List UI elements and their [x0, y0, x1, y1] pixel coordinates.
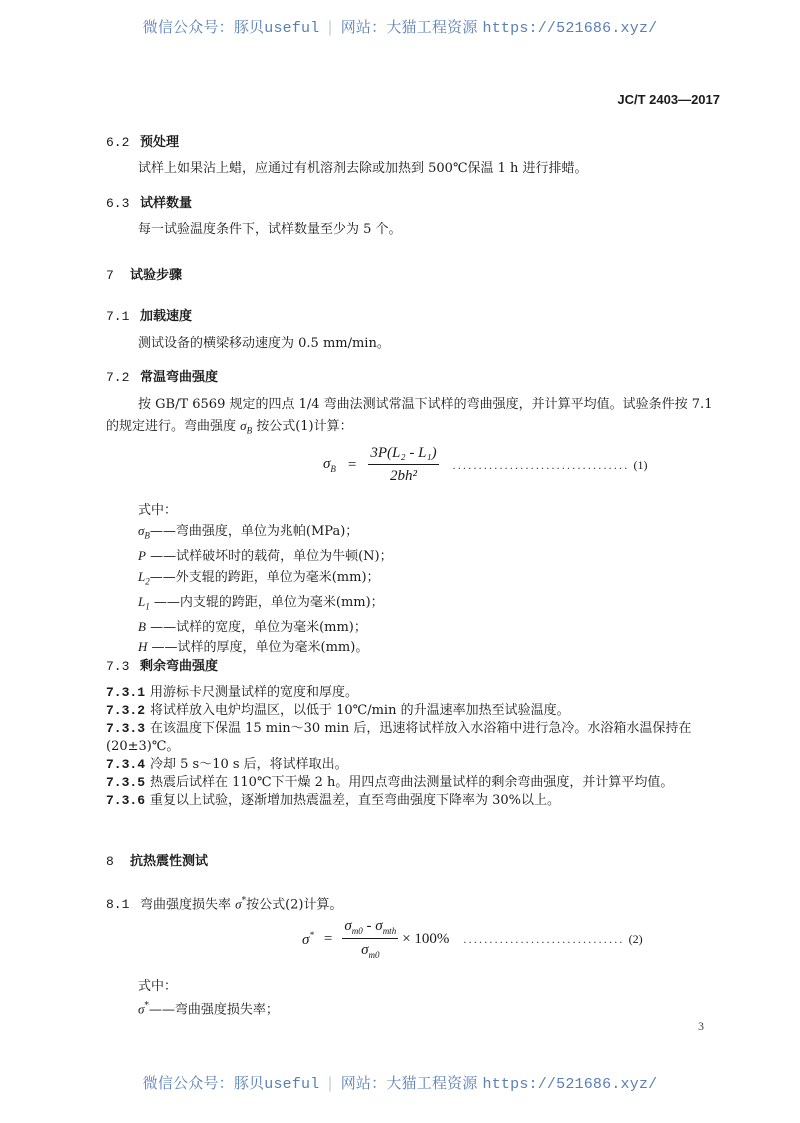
numerator: 3P(L₂ - L₁)	[368, 445, 438, 465]
watermark-site-label: 网站：大猫工程资源	[340, 1074, 483, 1092]
paragraph-7-2-line1: 按 GB/T 6569 规定的四点 1/4 弯曲法测试常温下试样的弯曲强度，并计算平均值。试验条件按 7.1	[138, 397, 713, 412]
where-item: B ——试样的宽度，单位为毫米(mm)；	[138, 618, 367, 635]
formula-label: (2)	[628, 931, 643, 946]
heading-7-1	[106, 305, 192, 324]
list-item: 7.3.4 冷却 5 s～10 s 后，将试样取出。	[106, 757, 348, 772]
watermark-url[interactable]: https://521686.xyz/	[482, 20, 658, 37]
heading-title: 预处理	[140, 135, 180, 150]
list-item: 7.3.2 将试样放入电炉均温区，以低于 10℃/min 的升温速率加热至试验温度。	[106, 703, 570, 718]
heading-number: 8.1	[106, 897, 130, 913]
heading-7-3	[106, 655, 218, 674]
equals-sign: =	[323, 930, 333, 947]
paragraph-7-1: 测试设备的横梁移动速度为 0.5 mm/min。	[138, 336, 390, 351]
formula-1	[323, 445, 647, 485]
text: 的规定进行。弯曲强度	[106, 419, 241, 434]
heading-title: 剩余弯曲强度	[140, 659, 219, 674]
watermark-prefix: 微信公众号：豚贝	[142, 18, 265, 36]
watermark-prefix-mono: useful	[264, 20, 320, 37]
leader-dots: ...............................	[463, 931, 625, 946]
formula-label: (1)	[633, 457, 648, 472]
heading-number: 7	[106, 268, 114, 283]
formula-lhs: σ*	[302, 929, 314, 948]
where-item: σ*——弯曲强度损失率；	[138, 1001, 279, 1018]
equals-sign: =	[347, 456, 357, 473]
heading-number: 8	[106, 854, 114, 869]
heading-title: 抗热震性测试	[130, 854, 209, 869]
text: 按公式(2)计算。	[246, 897, 343, 913]
list-item: 7.3.5 热震后试样在 110℃下干燥 2 h。用四点弯曲法测量试样的剩余弯曲强度，并计算平均值。	[106, 775, 674, 790]
heading-number: 6.2	[106, 135, 130, 150]
numerator: $\sigma_{m0} - \sigma_{mth}$	[342, 918, 398, 939]
formula-lhs: $\sigma_B$	[323, 456, 336, 474]
where-item: $L_2——$外支辊的跨距，单位为毫米(mm)；	[138, 568, 380, 587]
sigma-symbol: σ	[240, 418, 247, 433]
watermark-prefix: 微信公众号：豚贝	[142, 1074, 265, 1092]
heading-number: 7.1	[106, 309, 130, 324]
where-title-2: 式中：	[138, 979, 178, 994]
heading-6-2	[106, 131, 179, 150]
heading-number: 6.3	[106, 196, 130, 211]
page-number: 3	[698, 1019, 704, 1033]
formula-2	[302, 918, 643, 960]
heading-title: 试验步骤	[130, 268, 183, 283]
list-item-continuation: (20±3)℃。	[106, 739, 180, 754]
heading-7-2	[106, 366, 218, 385]
where-item: $\sigma_B——$弯曲强度，单位为兆帕(MPa)；	[138, 523, 359, 541]
heading-title: 常温弯曲强度	[140, 370, 219, 385]
formula-fraction	[368, 445, 438, 485]
heading-8	[106, 850, 208, 869]
watermark-separator: |	[327, 1074, 333, 1092]
paragraph-7-2-line2	[106, 417, 353, 440]
superscript: *	[241, 896, 247, 906]
watermark-url[interactable]: https://521686.xyz/	[482, 1076, 658, 1093]
subscript: B	[246, 425, 253, 436]
leader-dots: ..................................	[452, 457, 630, 472]
formula-fraction	[342, 918, 398, 960]
watermark-prefix-mono: useful	[264, 1076, 320, 1093]
list-item: 7.3.6 重复以上试验，逐渐增加热震温差，直至弯曲强度下降率为 30%以上。	[106, 793, 561, 808]
where-item: H ——试样的厚度，单位为毫米(mm)。	[138, 639, 369, 656]
standard-code: JC/T 2403—2017	[617, 92, 720, 107]
list-7-3	[106, 684, 746, 810]
heading-6-3	[106, 192, 192, 211]
text: 弯曲强度损失率	[140, 897, 236, 913]
where-title-1: 式中：	[138, 503, 178, 518]
where-list-2	[138, 997, 279, 1019]
times-100-percent: × 100%	[402, 930, 450, 947]
watermark-site-label: 网站：大猫工程资源	[340, 18, 483, 36]
watermark-top	[0, 16, 800, 37]
where-item: $L_1$ ——内支辊的跨距，单位为毫米(mm)；	[138, 593, 384, 612]
heading-title: 加载速度	[140, 309, 193, 324]
paragraph-6-3: 每一试验温度条件下，试样数量至少为 5 个。	[138, 222, 402, 237]
where-list-1	[138, 521, 393, 658]
heading-title: 试样数量	[140, 196, 193, 211]
text: 按公式(1)计算：	[252, 419, 353, 434]
heading-number: 7.2	[106, 370, 130, 385]
denominator: 2bh²	[390, 468, 417, 484]
watermark-separator: |	[327, 18, 333, 36]
watermark-bottom	[0, 1072, 800, 1093]
paragraph-6-2: 试样上如果沾上蜡，应通过有机溶剂去除或加热到 500℃保温 1 h 进行排蜡。	[138, 161, 588, 176]
paragraph-8-1	[106, 892, 342, 914]
heading-7	[106, 264, 182, 283]
list-item: 7.3.1 用游标卡尺测量试样的宽度和厚度。	[106, 685, 359, 700]
sigma-symbol: σ	[235, 896, 242, 912]
list-item: 7.3.3 在该温度下保温 15 min～30 min 后，迅速将试样放入水浴箱中进行急冷。水浴箱水温保持在	[106, 721, 692, 736]
denominator: $\sigma_{m0}$	[361, 942, 380, 960]
heading-number: 7.3	[106, 659, 130, 674]
where-item: P ——试样破坏时的载荷，单位为牛顿(N)；	[138, 548, 393, 565]
